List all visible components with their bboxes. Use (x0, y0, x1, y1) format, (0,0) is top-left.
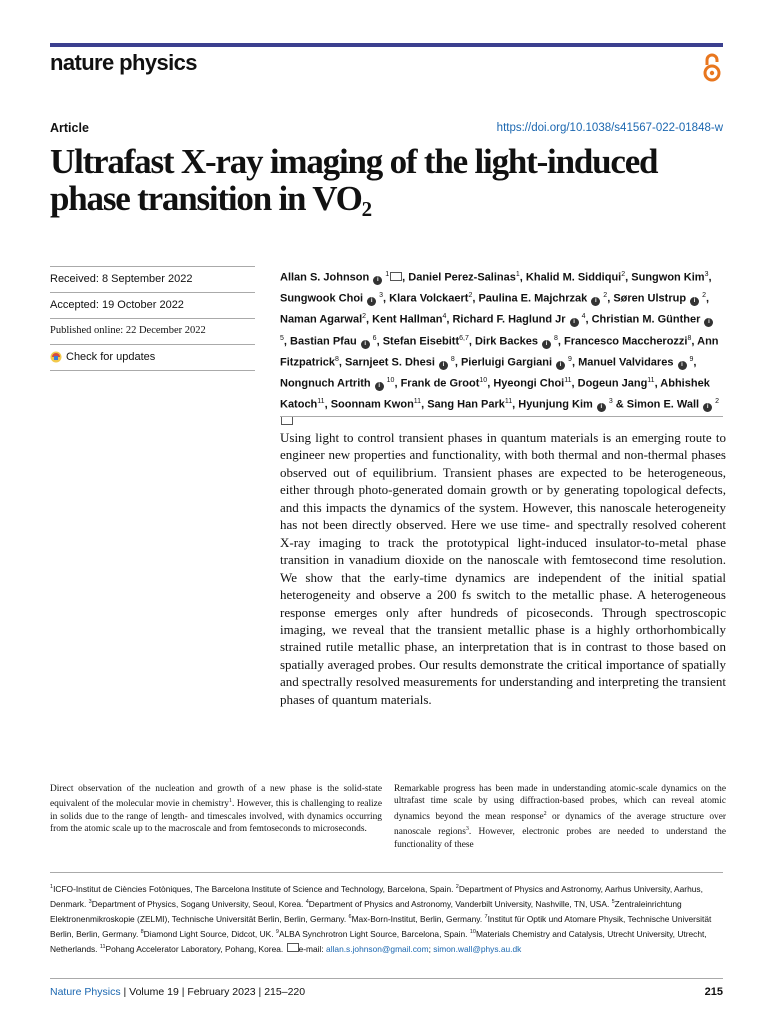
accepted-date: Accepted: 19 October 2022 (50, 292, 255, 318)
email-icon (287, 943, 299, 952)
affiliation-text: Department of Physics, Sogang University, Seoul, Korea. (91, 898, 306, 909)
orcid-icon[interactable]: i (375, 382, 384, 391)
author-affiliation: 6,7 (459, 335, 469, 343)
open-access-icon[interactable] (702, 52, 722, 84)
orcid-icon[interactable]: i (570, 318, 579, 327)
author-name[interactable]: Sungwon Kim (631, 271, 705, 284)
affiliation-number: 8 (140, 929, 144, 936)
author-name[interactable]: Pierluigi Gargiani (460, 356, 553, 369)
orcid-icon[interactable]: i (678, 361, 687, 370)
author-name[interactable]: Daniel Perez-Salinas (408, 271, 516, 284)
affiliation-number: 10 (469, 929, 476, 936)
reference-link[interactable]: 2 (543, 810, 547, 817)
orcid-icon[interactable]: i (703, 403, 712, 412)
author-affiliation: 2 (362, 313, 367, 321)
check-updates-icon (50, 351, 62, 363)
author-affiliation: 5 (280, 335, 284, 343)
published-date: Published online: 22 December 2022 (50, 318, 255, 344)
reference-link[interactable]: 1 (229, 798, 232, 805)
author-name[interactable]: Dogeun Jang (577, 377, 648, 390)
footnote-divider (50, 872, 723, 873)
author-affiliation: 2 (700, 292, 706, 300)
author-name[interactable]: Klara Volckaert (389, 292, 469, 305)
affiliation-number: 3 (88, 899, 92, 906)
footer-citation: Nature Physics | Volume 19 | February 2023 | 215–220 (50, 986, 306, 998)
author-name[interactable]: Stefan Eisebitt (382, 335, 460, 348)
affiliation-text: Max-Born-Institut, Berlin, Germany. (351, 913, 485, 924)
publication-meta (50, 266, 255, 371)
affiliation-number: 11 (99, 944, 106, 951)
author-affiliation: 3 (377, 292, 384, 300)
orcid-icon[interactable]: i (704, 318, 713, 327)
affiliation-number: 9 (275, 929, 279, 936)
email-icon[interactable] (390, 272, 402, 281)
orcid-icon[interactable]: i (361, 340, 370, 349)
affiliation-text: Institut für Optik und Atomare Physik, Technische Universität Berlin, Berlin, Germany. (50, 913, 712, 940)
orcid-icon[interactable]: i (591, 297, 600, 306)
check-for-updates-button[interactable] (50, 344, 255, 371)
abstract-divider (280, 416, 723, 417)
orcid-icon[interactable]: i (690, 297, 699, 306)
affiliation-text: Department of Physics and Astronomy, Aarhus University, Aarhus, Denmark. (50, 883, 703, 909)
email-link[interactable]: simon.wall@phys.au.dk (433, 944, 522, 955)
orcid-icon[interactable]: i (367, 297, 376, 306)
author-affiliation: 10 (384, 377, 395, 385)
affiliation-text: Diamond Light Source, Didcot, UK. (143, 929, 276, 940)
author-affiliation: 9 (566, 356, 572, 364)
affiliation-number: 5 (611, 899, 615, 906)
author-name[interactable]: Hyeongi Choi (493, 377, 565, 390)
affiliation-text: Zentraleinrichtung Elektronenmikroskopie (ZELMI), Technische Universität Berlin, Berlin, Germany. (50, 898, 682, 924)
author-affiliation: 11 (413, 398, 422, 406)
author-affiliation: 11 (317, 398, 325, 406)
page-number: 215 (704, 986, 723, 998)
body-column-2: Remarkable progress has been made in understanding atomic-scale dynamics on the ultrafast time scale by using diffraction-based probes, which can reveal atomic dynamics beyond the mean response$^2$ or dynamics of the average structure over nanoscale regions$^3$. However, electronic probes are needed to understand the functionality of these (394, 784, 726, 850)
orcid-icon[interactable]: i (556, 361, 565, 370)
orcid-icon[interactable]: i (373, 276, 382, 285)
abstract: Using light to control transient phases in quantum materials is an emerging route to engineer new properties and functionality, with both thermal and non-thermal phases observed out of equilibrium. Transient phases are expected to be heterogeneous, either through photo-generated domain growth or by generating topological defects, and this impacts the dynamics of the system. However, this nanoscale heterogeneity has not been directly observed. Here we use time- and spectrally resolved coherent X-ray imaging to track the prototypical light-induced insulator-to-metal phase transition in vanadium dioxide on the nanoscale with femtosecond time resolution. We show that the early-time dynamics are independent of the initial spatial heterogeneity and observe a 200 fs switch to the metallic phase. A heterogeneous response emerges only after hundreds of picoseconds. Through spectroscopic imaging, we reveal that the transient metallic phase is a highly orthorhombically strained rutile metallic phase, an interpretation that is in contrast to those based on spatially averaged probes. Our results demonstrate the critical importance of spatially and spectrally resolved measurements for understanding and interpreting the transient phases of quantum materials. (280, 430, 726, 707)
author-affiliation: 1 (383, 271, 390, 278)
article-title: Ultrafast X-ray imaging of the light-induced phase transition in $VO_2$ (50, 142, 658, 221)
author-name[interactable]: Paulina E. Majchrzak (478, 292, 588, 305)
author-affiliation: 8 (448, 356, 455, 364)
author-affiliation: 8 (335, 356, 339, 364)
doi-link[interactable]: https://doi.org/10.1038/s41567-022-01848-w (496, 122, 723, 134)
article-type-label: Article (50, 121, 89, 135)
body-column-1: Direct observation of the nucleation and growth of a new phase is the solid-state equivalent of the molecular movie in chemistry$^1$. However, this is challenging to realize in solids due to the range of length- and timescales involved, with dynamics occurring from the atomic scale up to the macroscale and from femtoseconds to microseconds. (50, 784, 382, 835)
affiliation-number: 6 (348, 914, 352, 921)
author-name[interactable]: Abhishek Katoch (280, 377, 710, 412)
author-affiliation: 11 (504, 398, 513, 406)
author-name[interactable]: Manuel Valvidares (578, 356, 674, 369)
author-affiliation: 6 (370, 335, 377, 343)
author-affiliation: 3 (704, 271, 709, 278)
journal-name[interactable]: nature physics (50, 50, 197, 75)
affiliation-text: Pohang Accelerator Laboratory, Pohang, Korea. (105, 944, 286, 955)
footer-divider (50, 978, 723, 979)
affiliations: $^1$ICFO-Institut de Ciències Fotòniques, The Barcelona Institute of Science and Technology, Barcelona, Spain. $^2$Department of Physics and Astronomy, Aarhus University, Aarhus, Denmark. $^3$Department of Physics, Sogang University, Seoul, Korea. $^4$Department of Physics and Astronomy, Vanderbilt University, Nashville, TN, USA. $^5$Zentraleinrichtung Elektronenmikroskopie (ZELMI), Technische Universität Berlin, Berlin, Germany. $^6$Max-Born-Institut, Berlin, Germany. $^7$Institut für Optik und Atomare Physik, Technische Universität Berlin, Berlin, Germany. $^8$Diamond Light Source, Didcot, UK. $^9$ALBA Synchrotron Light Source, Barcelona, Spain. $^{10}$Materials Chemistry and Catalysis, Utrecht University, Utrecht, Netherlands. $^{11}$Pohang Accelerator Laboratory, Pohang, Korea. e-mail: allan.s.johnson@gmail.com; simon.wall@phys.au.dk (50, 883, 712, 955)
author-name[interactable]: Simon E. Wall (626, 399, 700, 412)
author-name[interactable]: Kent Hallman (372, 313, 443, 326)
author-name[interactable]: Francesco Maccherozzi (564, 335, 688, 348)
affiliation-number: 1 (50, 884, 54, 890)
author-affiliation: 2 (601, 292, 608, 300)
author-name[interactable]: Dirk Backes (474, 335, 538, 348)
author-name[interactable]: Søren Ulstrup (613, 292, 687, 305)
author-name[interactable]: Hyunjung Kim (518, 399, 593, 412)
email-icon[interactable] (281, 416, 293, 425)
orcid-icon[interactable]: i (542, 340, 551, 349)
author-name[interactable]: Sang Han Park (427, 399, 505, 412)
check-updates-label: Check for updates (66, 351, 156, 363)
author-name[interactable]: Richard F. Haglund Jr (452, 313, 566, 326)
author-name[interactable]: Sarnjeet S. Dhesi (345, 356, 435, 369)
affiliation-number: 7 (484, 914, 488, 921)
author-affiliation: 3 (606, 398, 613, 406)
affiliation-text: ALBA Synchrotron Light Source, Barcelona, Spain. (278, 929, 470, 940)
orcid-icon[interactable]: i (597, 403, 606, 412)
author-name[interactable]: Sungwook Choi (280, 292, 364, 305)
author-affiliation: 11 (647, 377, 655, 385)
author-affiliation: 2 (621, 271, 626, 278)
author-name[interactable]: Naman Agarwal (280, 313, 363, 326)
header-accent-bar (50, 43, 723, 47)
affiliation-number: 4 (305, 899, 309, 906)
author-affiliation: 8 (687, 335, 692, 343)
author-list: Allan S. Johnson i $^1$ , Daniel Perez-Salinas$^1$, Khalid M. Siddiqui$^2$, Sungwon Kim$^3$, Sungwook Choi i $^3$, Klara Volckaert$^2$, Paulina E. Majchrzak i $^2$, Søren Ulstrup i $^2$, Naman Agarwal$^2$, Kent Hallman$^4$, Richard F. Haglund Jr i $^4$, Christian M. Günther i $^5$, Bastian Pfau i $^6$, Stefan Eisebitt$^{6,7}$, Dirk Backes i $^8$, Francesco Maccherozzi$^8$, Ann Fitzpatrick$^8$, Sarnjeet S. Dhesi i $^8$, Pierluigi Gargiani i $^9$, Manuel Valvidares i $^9$, Nongnuch Artrith i $^{10}$, Frank de Groot$^{10}$, Hyeongi Choi$^{11}$, Dogeun Jang$^{11}$, Abhishek Katoch$^{11}$, Soonnam Kwon$^{11}$, Sang Han Park$^{11}$, Hyunjung Kim i $^3$ & Simon E. Wall i $^2$ (280, 266, 720, 432)
email-link[interactable]: allan.s.johnson@gmail.com (326, 944, 429, 955)
author-name[interactable]: Ann Fitzpatrick (280, 335, 719, 369)
author-name[interactable]: Bastian Pfau (290, 335, 357, 348)
author-name[interactable]: Nongnuch Artrith (280, 377, 371, 390)
affiliation-text: Materials Chemistry and Catalysis, Utrecht University, Utrecht, Netherlands. (50, 929, 707, 955)
author-affiliation: 9 (687, 356, 694, 364)
author-affiliation: 8 (552, 335, 558, 343)
author-affiliation: 1 (515, 271, 520, 278)
author-name[interactable]: Khalid M. Siddiqui (525, 271, 622, 284)
author-name[interactable]: Frank de Groot (400, 377, 480, 390)
author-affiliation: 2 (468, 292, 473, 300)
received-date: Received: 8 September 2022 (50, 266, 255, 292)
footer-journal-link[interactable]: Nature Physics (50, 986, 121, 998)
author-affiliation: 11 (564, 377, 572, 385)
reference-link[interactable]: 3 (465, 826, 469, 833)
affiliation-number: 2 (455, 884, 459, 890)
affiliation-text: Department of Physics and Astronomy, Vanderbilt University, Nashville, TN, USA. (308, 898, 612, 909)
author-affiliation: 2 (713, 398, 720, 406)
affiliation-text: ICFO-Institut de Ciències Fotòniques, The Barcelona Institute of Science and Technology, Barcelona, Spain. (53, 883, 456, 894)
author-affiliation: 4 (579, 313, 586, 321)
author-affiliation: 4 (442, 313, 447, 321)
author-affiliation: 10 (479, 377, 488, 385)
orcid-icon[interactable]: i (439, 361, 448, 370)
author-name[interactable]: Christian M. Günther (591, 313, 701, 326)
author-name[interactable]: Soonnam Kwon (330, 399, 414, 412)
author-name[interactable]: Allan S. Johnson (280, 271, 370, 284)
